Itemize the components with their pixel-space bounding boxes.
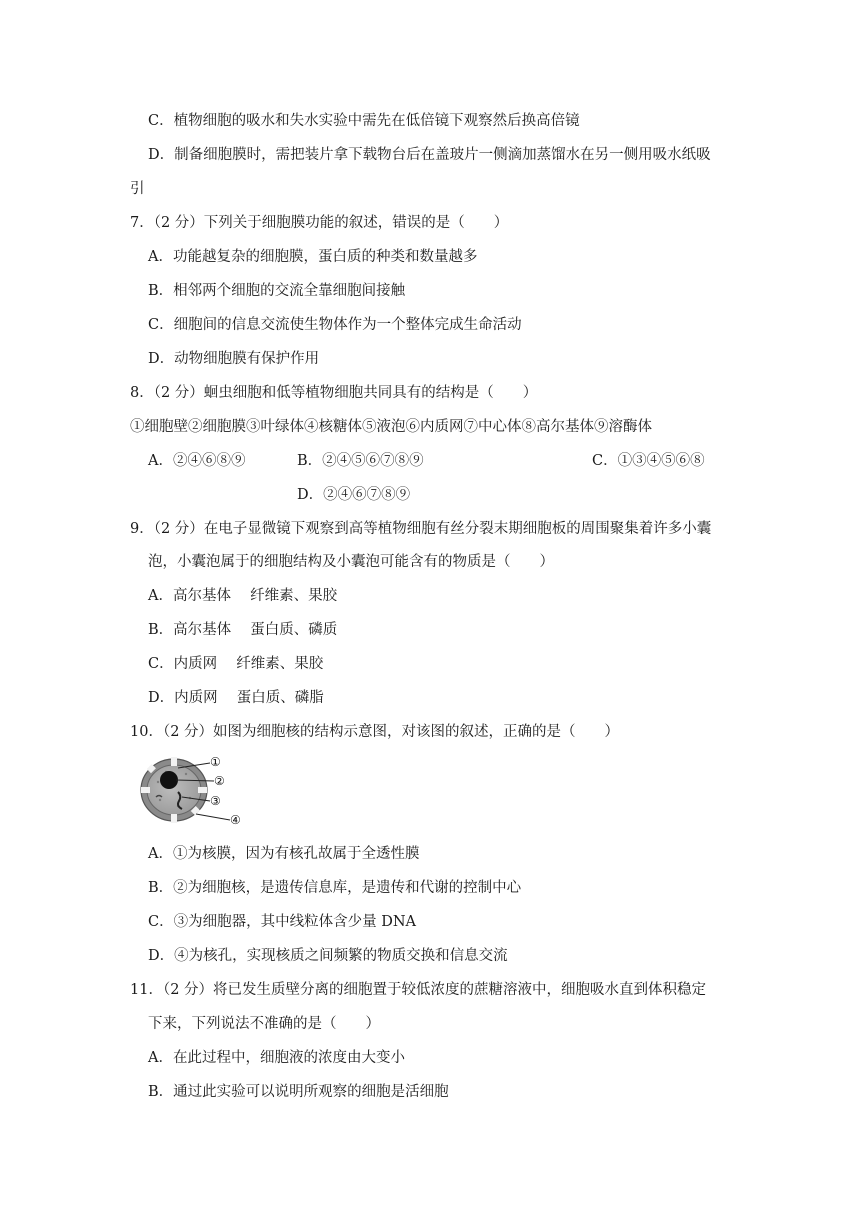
figure-label-1: ① (210, 755, 221, 769)
nuclear-pore (198, 787, 207, 793)
q8-structure-list: ①细胞壁②细胞膜③叶绿体④核糖体⑤液泡⑥内质网⑦中心体⑧高尔基体⑨溶酶体 (130, 419, 652, 435)
q9-option-d: D．内质网 蛋白质、磷脂 (148, 690, 324, 706)
q9-option-a: A．高尔基体 纤维素、果胶 (148, 588, 338, 604)
nucleus-structure-figure (138, 752, 260, 828)
nucleoplasm (147, 765, 201, 815)
q7-option-a: A．功能越复杂的细胞膜，蛋白质的种类和数量越多 (148, 249, 478, 265)
q9-stem-continued: 泡，小囊泡属于的细胞结构及小囊泡可能含有的物质是（ ） (148, 554, 554, 570)
nuclear-pore (171, 757, 177, 766)
q10-option-d: D．④为核孔，实现核质之间频繁的物质交换和信息交流 (148, 948, 508, 964)
q10-stem: 10．（2 分）如图为细胞核的结构示意图，对该图的叙述，正确的是（ ） (130, 724, 620, 740)
figure-label-3: ③ (210, 794, 221, 808)
q11-stem-continued: 下来，下列说法不准确的是（ ） (148, 1016, 380, 1032)
q7-option-c: C．细胞间的信息交流使生物体作为一个整体完成生命活动 (148, 317, 522, 333)
figure-label-2: ② (214, 774, 225, 788)
nuclear-pore (141, 787, 150, 793)
q6-option-c: C．植物细胞的吸水和失水实验中需先在低倍镜下观察然后换高倍镜 (148, 113, 580, 129)
q10-option-a: A．①为核膜，因为有核孔故属于全透性膜 (148, 846, 420, 862)
q11-stem: 11．（2 分）将已发生质壁分离的细胞置于较低浓度的蔗糖溶液中，细胞吸水直到体积稳定 (130, 982, 707, 998)
q8-option-a: A．②④⑥⑧⑨ (148, 453, 246, 469)
q9-stem: 9．（2 分）在电子显微镜下观察到高等植物细胞有丝分裂末期细胞板的周围聚集着许多小囊 (130, 521, 712, 537)
q7-stem: 7．（2 分）下列关于细胞膜功能的叙述，错误的是（ ） (130, 215, 509, 231)
nucleolus (160, 771, 178, 789)
q6-option-d-continued: 引 (130, 181, 145, 197)
nuclear-pore (171, 814, 177, 823)
q7-option-d: D．动物细胞膜有保护作用 (148, 351, 320, 367)
q9-option-c: C．内质网 纤维素、果胶 (148, 656, 324, 672)
q11-option-a: A．在此过程中，细胞液的浓度由大变小 (148, 1050, 405, 1066)
q8-stem: 8．（2 分）蛔虫细胞和低等植物细胞共同具有的结构是（ ） (130, 385, 538, 401)
q8-option-c: C．①③④⑤⑥⑧ (592, 453, 705, 469)
q6-option-d: D．制备细胞膜时，需把装片拿下载物台后在盖玻片一侧滴加蒸馏水在另一侧用吸水纸吸 (148, 147, 711, 163)
q10-option-c: C．③为细胞器，其中线粒体含少量 DNA (148, 914, 416, 930)
q8-option-b: B．②④⑤⑥⑦⑧⑨ (297, 453, 424, 469)
q9-option-b: B．高尔基体 蛋白质、磷质 (148, 622, 338, 638)
q11-option-b: B．通过此实验可以说明所观察的细胞是活细胞 (148, 1084, 449, 1100)
figure-label-4: ④ (230, 813, 241, 827)
q10-option-b: B．②为细胞核，是遗传信息库，是遗传和代谢的控制中心 (148, 880, 522, 896)
q8-option-d: D．②④⑥⑦⑧⑨ (297, 487, 411, 503)
q7-option-b: B．相邻两个细胞的交流全靠细胞间接触 (148, 283, 406, 299)
